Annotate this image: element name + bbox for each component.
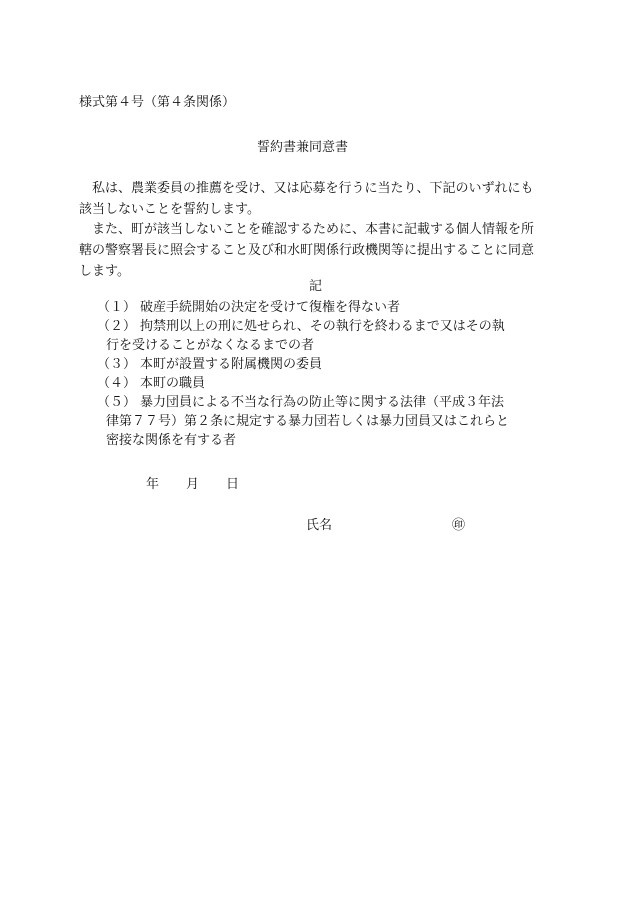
item-text: 本町が設置する附属機関の委員	[140, 357, 323, 372]
date-year: 年	[146, 477, 160, 492]
item-number: （２）	[97, 319, 137, 334]
paragraph-line: 私は、農業委員の推薦を受け、又は応募を行うに当たり、下記のいずれにも	[79, 181, 534, 196]
item-list	[97, 298, 537, 450]
item-number: （５）	[97, 395, 137, 410]
list-item	[97, 298, 537, 317]
seal-mark: ㊞	[452, 518, 466, 533]
paragraph-line: 該当しないことを誓約します。	[79, 202, 260, 217]
signature-name-label: 氏名	[306, 518, 333, 533]
ki-heading: 記	[309, 279, 323, 294]
item-text: 破産手続開始の決定を受けて復権を得ない者	[140, 300, 401, 315]
paragraph-line: また、町が該当しないことを確認するために、本書に記載する個人情報を所	[79, 222, 535, 237]
item-number: （１）	[97, 300, 137, 315]
form-number: 様式第４号（第４条関係）	[79, 95, 236, 110]
date-day: 日	[226, 477, 240, 492]
list-item	[97, 393, 537, 450]
item-text-continued: 密接な関係を有する者	[106, 433, 237, 448]
document-title: 誓約書兼同意書	[257, 140, 349, 155]
item-text: 本町の職員	[140, 376, 206, 391]
item-text: 暴力団員による不当な行為の防止等に関する法律（平成３年法	[140, 395, 505, 410]
paragraph-line: します。	[79, 264, 130, 279]
paragraph-line: 轄の警察署長に照会すること及び和水町関係行政機関等に提出することに同意	[79, 243, 535, 258]
date-month: 月	[186, 477, 200, 492]
item-text-continued: 行を受けることがなくなるまでの者	[106, 338, 315, 353]
item-number: （４）	[97, 376, 137, 391]
item-text: 拘禁刑以上の刑に処せられ、その執行を終わるまで又はその執	[140, 319, 505, 334]
item-text-continued: 律第７７号）第２条に規定する暴力団若しくは暴力団員又はこれらと	[106, 414, 510, 429]
list-item	[97, 317, 537, 355]
list-item	[97, 355, 537, 374]
paragraph-pledge	[79, 178, 559, 220]
list-item	[97, 374, 537, 393]
paragraph-consent	[79, 219, 559, 282]
item-number: （３）	[97, 357, 137, 372]
